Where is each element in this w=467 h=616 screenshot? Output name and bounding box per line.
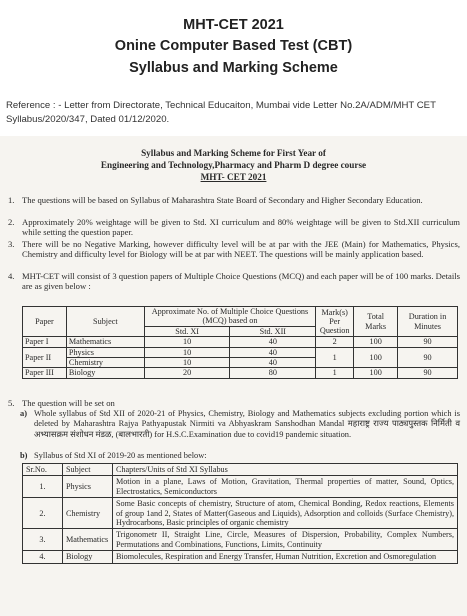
point-text: Approximately 20% weightage will be given to Std. XI curriculum and 80% weightage will be given to Std.XII curriculum while setting the question paper. — [22, 217, 460, 238]
syllabus-table — [22, 463, 458, 564]
table-cell: 40 — [230, 337, 316, 347]
table-cell: 1. — [23, 476, 63, 498]
subpoint-text: Syllabus of Std XI of 2019-20 as mentioned below: — [34, 451, 207, 460]
point-number: 2. — [8, 217, 15, 227]
scan-title-3: MHT- CET 2021 — [200, 172, 267, 182]
table-cell: 90 — [398, 368, 458, 378]
table-cell: Chemistry — [62, 498, 112, 529]
table-cell: Paper I — [23, 337, 67, 347]
point-4 — [8, 271, 460, 292]
table-cell: Physics — [62, 476, 112, 498]
point-text: There will be no Negative Marking, however difficulty level will be at par with the JEE (Main) for Mathematics, Physics, Chemistry and difficulty level for Biology will be at par with NEET. The questions will be mainly application based. — [22, 239, 460, 260]
header-cell: Total Marks — [354, 307, 398, 337]
header-cell: Paper — [23, 307, 67, 337]
point-5 — [8, 398, 460, 408]
table-row — [23, 476, 458, 498]
table-cell: Biology — [66, 368, 144, 378]
table-cell: 100 — [354, 347, 398, 368]
table-cell: 100 — [354, 337, 398, 347]
header-cell: Approximate No. of Multiple Choice Questions (MCQ) based on — [144, 307, 315, 327]
point-text: The question will be set on — [22, 398, 115, 408]
table-cell: 20 — [144, 368, 230, 378]
table-cell: 80 — [230, 368, 316, 378]
point-number: 1. — [8, 195, 15, 205]
header-cell: Duration in Minutes — [398, 307, 458, 337]
document-subtitle: Onine Computer Based Test (CBT) — [114, 38, 353, 54]
table-cell: 10 — [144, 358, 230, 368]
table-cell: 90 — [398, 347, 458, 368]
table-row — [23, 337, 458, 347]
header-cell: Sr.No. — [23, 464, 63, 476]
table-cell: Chemistry — [66, 358, 144, 368]
table-cell: Motion in a plane, Laws of Motion, Gravitation, Thermal properties of matter, Sound, Optics, Electrostatics, Semiconductors — [112, 476, 457, 498]
subpoint-text: Whole syllabus of Std XII of 2020-21 of Physics, Chemistry, Biology and Mathematics subjects excluding portion which is deleted by Maharashtra Rajya Pathyapustak Nirmiti va Abhyaskram Sanshodhan Mandal महाराष्ट्र राज्य पाठ्यपुस्तक निर्मिती व अभ्यासक्रम संशोधन मंडळ, (बालभारती) for H.S.C.Examination due to covid19 pandemic situation. — [34, 409, 460, 439]
header-cell: Subject — [66, 307, 144, 337]
table-header-row — [23, 464, 458, 476]
point-2 — [8, 217, 460, 238]
header-cell: Mark(s) Per Question — [316, 307, 354, 337]
scan-title-2: Engineering and Technology,Pharmacy and Pharm D degree course — [100, 160, 367, 170]
point-3 — [8, 239, 460, 260]
table-cell: 2. — [23, 498, 63, 529]
table-cell: Physics — [66, 347, 144, 357]
table-cell: Trigonometr II, Straight Line, Circle, Measures of Dispersion, Probability, Complex Numbers, Permutations and Combinations, Functions, Limits, Continuity — [112, 529, 457, 551]
marks-table — [22, 306, 458, 379]
table-cell: 40 — [230, 347, 316, 357]
table-row — [23, 347, 458, 357]
table-cell: Mathematics — [66, 337, 144, 347]
document-title: MHT-CET 2021 — [183, 17, 284, 33]
point-5a — [20, 409, 460, 440]
table-cell: 1 — [316, 347, 354, 368]
table-row — [23, 498, 458, 529]
subpoint-label: a) — [20, 409, 27, 418]
table-cell: Some Basic concepts of chemistry, Structure of atom, Chemical Bonding, Redox reactions, Elements of group 1and 2, States of Matter(Gaseous and Liquids), Adsorption and colloids (Surface Chemistry), Hydrocarbons, Basic principles of organic chemistry — [112, 498, 457, 529]
table-cell: 2 — [316, 337, 354, 347]
point-number: 3. — [8, 239, 15, 249]
table-cell: 3. — [23, 529, 63, 551]
table-cell: 10 — [144, 347, 230, 357]
table-cell: Biomolecules, Respiration and Energy Transfer, Human Nutrition, Excretion and Osmoregulation — [112, 551, 457, 563]
table-cell: Paper II — [23, 347, 67, 368]
point-number: 4. — [8, 271, 15, 281]
point-1 — [8, 195, 460, 205]
subpoint-label: b) — [20, 451, 28, 460]
table-cell: 4. — [23, 551, 63, 563]
table-cell: 1 — [316, 368, 354, 378]
header-cell: Subject — [62, 464, 112, 476]
header-cell: Std. XI — [144, 326, 230, 336]
table-cell: Biology — [62, 551, 112, 563]
point-text: The questions will be based on Syllabus of Maharashtra State Board of Secondary and Higher Secondary Education. — [22, 195, 423, 205]
table-cell: Paper III — [23, 368, 67, 378]
table-row — [23, 368, 458, 378]
point-text: MHT-CET will consist of 3 question papers of Multiple Choice Questions (MCQ) and each paper will be of 100 marks. Details are as given below : — [22, 271, 460, 292]
table-row — [23, 529, 458, 551]
point-number: 5. — [8, 398, 15, 408]
table-cell: 40 — [230, 358, 316, 368]
table-cell: 90 — [398, 337, 458, 347]
table-header-row — [23, 307, 458, 327]
table-row — [23, 551, 458, 563]
table-cell: 100 — [354, 368, 398, 378]
reference-note: Reference : - Letter from Directorate, Technical Educaiton, Mumbai vide Letter No.2A/ADM/MHT CET Syllabus/2020/347, Dated 01/12/2020. — [6, 100, 436, 125]
table-cell: Mathematics — [62, 529, 112, 551]
scan-title-1: Syllabus and Marking Scheme for First Year of — [141, 148, 326, 158]
document-subtitle-2: Syllabus and Marking Scheme — [129, 60, 338, 76]
table-cell: 10 — [144, 337, 230, 347]
header-cell: Chapters/Units of Std XI Syllabus — [112, 464, 457, 476]
header-cell: Std. XII — [230, 326, 316, 336]
point-5b — [20, 451, 460, 461]
